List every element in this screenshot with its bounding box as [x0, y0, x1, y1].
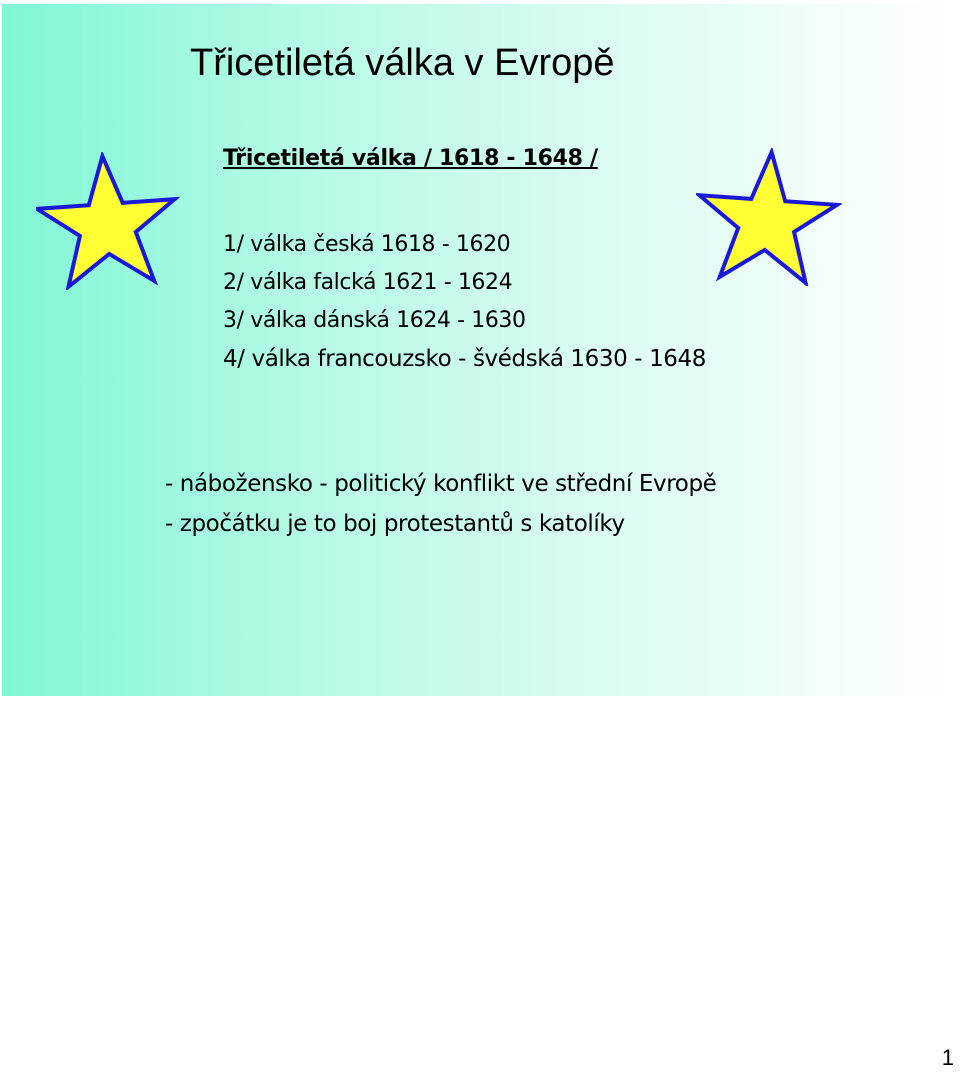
- slide-subtitle: Třicetiletá válka / 1618 - 1648 /: [223, 146, 598, 171]
- slide: [2, 4, 958, 696]
- star-icon: [36, 152, 182, 290]
- war-phase-item: 4/ válka francouzsko - švédská 1630 - 1648: [223, 346, 707, 372]
- war-phase-item: 2/ válka falcká 1621 - 1624: [223, 270, 513, 295]
- notes-list: [165, 464, 716, 544]
- star-shape: [36, 152, 180, 289]
- slide-title: Třicetiletá válka v Evropě: [190, 42, 615, 84]
- war-phase-item: 1/ válka česká 1618 - 1620: [223, 232, 511, 257]
- star-shape: [696, 148, 840, 285]
- star-icon: [696, 148, 842, 286]
- war-phases-list: [223, 226, 706, 378]
- note-item: - zpočátku je to boj protestantů s katolíky: [165, 511, 625, 537]
- note-item: - nábožensko - politický konflikt ve střední Evropě: [165, 471, 717, 497]
- page-number: 1: [941, 1045, 954, 1070]
- war-phase-item: 3/ válka dánská 1624 - 1630: [223, 308, 526, 333]
